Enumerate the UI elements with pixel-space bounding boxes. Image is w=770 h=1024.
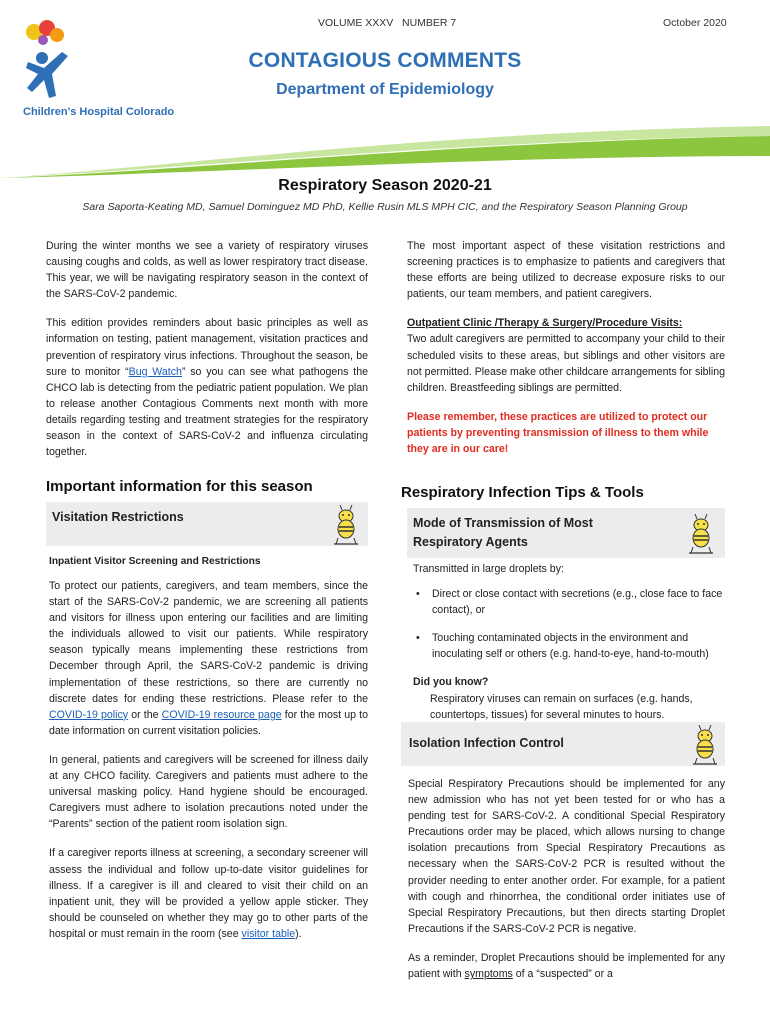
did-you-know-text: Respiratory viruses can remain on surfaces (e.g. hands, countertops, tissues) for several minutes to hours. (430, 692, 693, 721)
article-authors: Sara Saporta-Keating MD, Samuel Dominguez MD PhD, Kellie Rusin MLS MPH CIC, and the Respiratory Season Planning Group (82, 201, 688, 213)
left-visitation-text (49, 578, 368, 955)
red-reminder-note: Please remember, these practices are utilized to protect our patients by preventing transmission of illness to them while they are in our care! (407, 410, 709, 456)
bug-watch-link[interactable]: Bug Watch (128, 365, 182, 378)
isolation-control-title: Isolation Infection Control (409, 736, 564, 750)
list-item: • Direct or close contact with secretions (e.g., close face to face contact), or (413, 586, 725, 618)
department-name: Department of Epidemiology (276, 81, 494, 98)
isolation-control-box (401, 722, 725, 766)
visitation-restrictions-title: Visitation Restrictions (52, 510, 184, 524)
logo-text: Children's Hospital Colorado (23, 106, 175, 118)
inpatient-heading: Inpatient Visitor Screening and Restrictions (49, 556, 261, 567)
green-wave-banner (0, 126, 770, 178)
isolation-text (408, 776, 725, 995)
tips-tools-heading: Respiratory Infection Tips & Tools (401, 484, 644, 501)
left-paragraph-2: This edition provides reminders about basic principles as well as information on testing, patient management, visitation practices and prevention of respiratory virus infections. Throughout the season, be sure to monitor “Bug Watch” so you can see what pathogens the CHCO lab is detecting from the pediatric patient population. We plan to release another Contagious Comments next month with more details regarding testing and treatment strategies for the respiratory season in the context of SARS-CoV-2 and influenza circulating together. (46, 317, 368, 459)
mode-of-transmission-title: Mode of Transmission of Most Respiratory Agents (413, 516, 593, 549)
left-paragraph-4: In general, patients and caregivers will be screened for illness daily at any CHCO facility. Caregivers and patients must adhere to the universal masking policy. Hand hygiene should be encouraged. Caregivers must adhere to isolation precautions noted under the “Parents” section of the patient room isolation sign. (49, 753, 368, 831)
right-intro (407, 238, 725, 470)
newsletter-title: CONTAGIOUS COMMENTS (248, 49, 522, 72)
outpatient-heading: Outpatient Clinic /Therapy & Surgery/Procedure Visits: (407, 317, 683, 330)
right-paragraph-1: The most important aspect of these visitation restrictions and screening practices is to emphasize to patients and caregivers that these efforts are being utilized to decrease exposure risks to our patients, our team members, and patient caregivers. (407, 240, 725, 301)
bee-mascot-icon (330, 502, 362, 551)
list-item: • Touching contaminated objects in the environment and inoculating self or others (e.g. hand-to-eye, hand-to-mouth) (413, 630, 725, 662)
did-you-know-heading: Did you know? (413, 676, 489, 689)
transmission-list (413, 586, 725, 662)
mode-of-transmission-box (407, 508, 725, 558)
left-intro (46, 238, 368, 473)
covid-policy-link[interactable]: COVID-19 policy (49, 708, 129, 721)
date-label: October 2020 (663, 17, 727, 29)
left-paragraph-1: During the winter months we see a variety of respiratory viruses causing coughs and colds, as well as lower respiratory tract disease. This year, we will be navigating respiratory season in the context of the SARS-CoV-2 pandemic. (46, 240, 368, 301)
right-paragraph-4: As a reminder, Droplet Precautions should be implemented for any patient with symptoms of a “suspected” or a (408, 951, 725, 981)
transmitted-label: Transmitted in large droplets by: (413, 563, 564, 575)
left-paragraph-3: To protect our patients, caregivers, and team members, since the start of the SARS-CoV-2 pandemic, we are screening all patients and visitors for illness upon entering our facilities and are limiting the individuals allowed to visit our patients. While respiratory season typically means implementing these restrictions from December through April, the SARS-CoV-2 pandemic is driving implementation of these restrictions, so there are currently no discrete dates for ending these restrictions. Please refer to the COVID-19 policy or the COVID-19 resource page for the most up to date information on current visitation policies. (49, 580, 368, 737)
important-info-heading: Important information for this season (46, 478, 313, 495)
bee-mascot-icon (685, 511, 717, 560)
visitation-restrictions-box (46, 502, 368, 546)
covid-resource-page-link[interactable]: COVID-19 resource page (161, 708, 282, 721)
article-title: Respiratory Season 2020-21 (278, 177, 492, 194)
symptoms-link[interactable]: symptoms (464, 968, 513, 981)
bee-mascot-icon (689, 722, 721, 771)
visitor-table-link[interactable]: visitor table (241, 927, 296, 940)
number-label: NUMBER 7 (402, 17, 457, 29)
transmission-details (413, 561, 725, 723)
left-paragraph-5: If a caregiver reports illness at screening, a secondary screener will assess the individual and follow up-to-date visitor guidelines for illness. If a caregiver is ill and cleared to visit their child on an inpatient unit, they will be provided a yellow apple sticker. They should be counseled on whether they may go to other parts of the hospital or must remain in the room (see visitor table). (49, 847, 368, 940)
right-paragraph-2: Two adult caregivers are permitted to accompany your child to their scheduled visits to these areas, but siblings and other visitors are not permitted. Please make other childcare arrangements for sibling children. Breastfeeding siblings are permitted. (407, 333, 725, 394)
right-paragraph-3: Special Respiratory Precautions should be implemented for any new admission who has not yet been tested for or who has a pending test for SARS-CoV-2. A conditional Special Respiratory Precautions order may be placed, which allows nursing to change isolation precautions from Special Respiratory Precautions as necessary when the SARS-CoV-2 PCR is resulted without the provider needing to enter another order. For example, for a patient with cough and rhinorrhea, the conditional order initiates use of Special Respiratory Precautions, but then directs starting Droplet Precautions if the SARS-CoV-2 PCR is negative. (408, 778, 725, 935)
volume-label: VOLUME XXXV (318, 17, 394, 29)
